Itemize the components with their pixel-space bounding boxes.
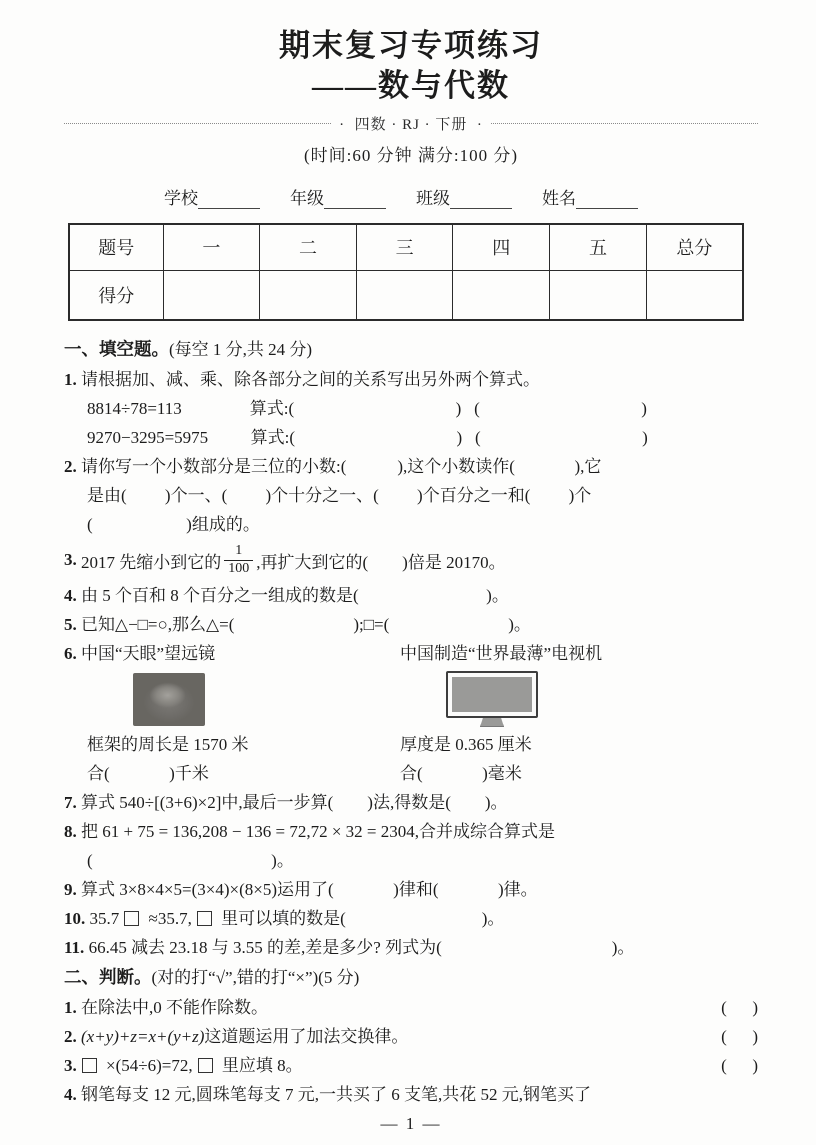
page-subtitle: ——数与代数 [312,68,510,103]
question-6-left-convert: 合( )千米 [87,764,209,783]
question-3: 3. 2017 先缩小到它的 $\frac{1}{100}$ ,再扩大到它的( )倍是 20170。 [64,543,506,576]
judge-question-2: 2. (x+y)+z=x+(y+z)这道题运用了加法交换律。 ( ) [64,1022,758,1051]
question-8: 8. 把 61 + 75 = 136,208 − 136 = 72,72 × 32 = 2304,合并成综合算式是 [64,822,556,841]
time-score-line: (时间:60 分钟 满分:100 分) [303,146,519,165]
score-header-cell: 三 [356,224,453,270]
name-blank [576,191,638,209]
field-class: 班级 [416,184,512,209]
tv-stand [480,718,504,727]
question-5: 5. 已知△−□=○,那么△=( );□=( )。 [64,615,531,634]
score-cell [356,270,453,320]
question-1-equation-2: 9270−3295=5975 算式:( ) ( ) [87,428,648,447]
question-6-left-column [64,639,400,788]
score-header-cell: 一 [163,224,260,270]
grade-blank [324,191,386,209]
judge-question-3: 3. ×(54÷6)=72, 里应填 8。 ( ) [64,1051,758,1080]
tv-frame [446,671,538,718]
question-6-right-caption: 中国制造“世界最薄”电视机 [400,644,603,663]
empty-box [198,1058,213,1073]
question-6-left-fact: 框架的周长是 1570 米 [87,735,249,754]
tv-image [446,671,538,727]
dotted-line-left [64,123,331,124]
page-title: 期末复习专项练习 [279,28,543,63]
empty-box [124,911,139,926]
answer-parens: ( ) [721,1056,758,1075]
score-table [68,223,744,321]
questions-area [64,334,758,1109]
algebra-formula: (x+y)+z=x+(y+z) [81,1027,205,1046]
score-header-cell: 总分 [646,224,743,270]
dotted-line-right [491,123,758,124]
question-2-line-2: 是由( )个一、( )个十分之一、( )个百分之一和( )个 [87,486,592,505]
field-grade: 年级 [290,184,386,209]
page-number: — 1 — [380,1114,442,1133]
edition-label: · 四数 · RJ · 下册 · [339,116,483,133]
score-cell [453,270,550,320]
score-cell [550,270,647,320]
edition-divider [64,114,758,132]
section-1-heading: 一、填空题。(每空 1 分,共 24 分) [64,339,313,359]
empty-box [197,911,212,926]
field-name: 姓名 [542,184,638,209]
score-table-header-row [69,224,743,270]
score-cell [646,270,743,320]
question-1-equation-1: 8814÷78=113 算式:( ) ( ) [87,399,647,418]
score-header-cell: 题号 [69,224,163,270]
question-1: 1. 请根据加、减、乘、除各部分之间的关系写出另外两个算式。 [64,370,540,389]
question-6 [64,639,758,788]
school-blank [198,191,260,209]
question-6-right-fact: 厚度是 0.365 厘米 [400,735,532,754]
telescope-image [133,673,205,726]
answer-parens: ( ) [721,1027,758,1046]
question-7: 7. 算式 540÷[(3+6)×2]中,最后一步算( )法,得数是( )。 [64,793,508,812]
question-4: 4. 由 5 个百和 8 个百分之一组成的数是( )。 [64,586,509,605]
question-2-line-3: ( )组成的。 [87,515,260,534]
empty-box [82,1058,97,1073]
student-info-row [64,177,758,209]
answer-parens: ( ) [721,998,758,1017]
question-6-left-caption: 6. 中国“天眼”望远镜 [64,644,216,663]
field-school: 学校 [164,184,260,209]
question-6-right-column [400,639,758,788]
score-row-label: 得分 [69,270,163,320]
question-6-right-convert: 合( )毫米 [400,764,522,783]
question-2: 2. 请你写一个小数部分是三位的小数:( ),这个小数读作( ),它 [64,457,602,476]
class-blank [450,191,512,209]
tv-screen [452,677,532,712]
score-table-score-row [69,270,743,320]
score-header-cell: 四 [453,224,550,270]
score-header-cell: 五 [550,224,647,270]
question-11: 11. 66.45 减去 23.18 与 3.55 的差,差是多少? 列式为( )。 [64,938,635,957]
fraction-1-100: $\frac{1}{100}$ [224,543,253,576]
question-9: 9. 算式 3×8×4×5=(3×4)×(8×5)运用了( )律和( )律。 [64,880,538,899]
score-cell [163,270,260,320]
score-header-cell: 二 [260,224,357,270]
judge-question-1: 1. 在除法中,0 不能作除数。 ( ) [64,993,758,1022]
judge-question-4: 4. 钢笔每支 12 元,圆珠笔每支 7 元,一共买了 6 支笔,共花 52 元,钢笔买了 [64,1085,591,1104]
question-10: 10. 35.7 ≈35.7, 里可以填的数是( )。 [64,909,505,928]
score-cell [260,270,357,320]
question-8-line-2: ( )。 [87,851,294,870]
section-2-heading: 二、判断。(对的打“√”,错的打“×”)(5 分) [64,967,360,987]
